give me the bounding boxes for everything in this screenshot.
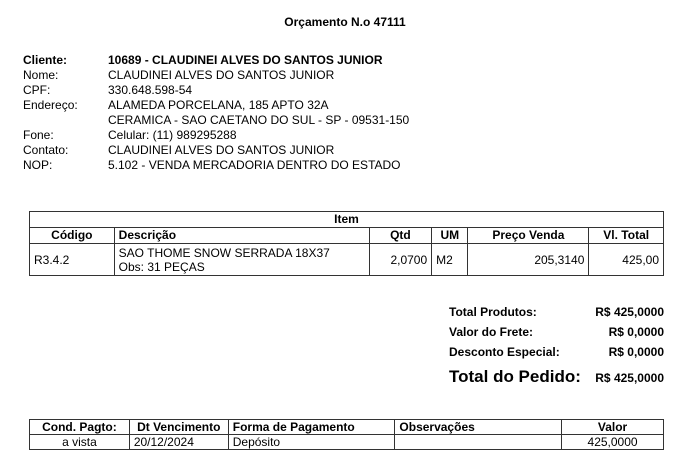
item-total: 425,00 xyxy=(589,244,664,276)
address-row-2 xyxy=(23,113,409,128)
item-descricao: SAO THOME SNOW SERRADA 18X37 xyxy=(118,245,330,260)
header-qtd: Qtd xyxy=(369,228,431,244)
header-valor: Valor xyxy=(562,420,664,435)
nop-label: NOP: xyxy=(23,158,53,172)
item-codigo: R3.4.2 xyxy=(30,244,115,276)
address-label: Endereço: xyxy=(23,98,78,112)
total-produtos-row xyxy=(449,305,664,325)
payment-header-row xyxy=(30,420,664,435)
address-value-2: CERAMICA - SAO CAETANO DO SUL - SP - 09531-150 xyxy=(108,113,410,127)
name-label: Nome: xyxy=(23,68,59,82)
contact-value: CLAUDINEI ALVES DO SANTOS JUNIOR xyxy=(108,143,335,157)
header-total: Vl. Total xyxy=(589,228,664,244)
phone-value: Celular: (11) 989295288 xyxy=(108,128,237,142)
desconto-label: Desconto Especial: xyxy=(449,345,560,359)
name-value: CLAUDINEI ALVES DO SANTOS JUNIOR xyxy=(108,68,335,82)
client-info xyxy=(23,53,409,173)
payment-valor: 425,0000 xyxy=(562,435,664,450)
address-row xyxy=(23,98,409,113)
table-row xyxy=(30,244,664,276)
total-pedido-value: R$ 425,0000 xyxy=(595,371,664,385)
payment-cond: a vista xyxy=(30,435,130,450)
cpf-row xyxy=(23,83,409,98)
total-pedido-label: Total do Pedido: xyxy=(449,367,581,386)
desconto-value: R$ 0,0000 xyxy=(608,345,664,359)
total-pedido-row xyxy=(449,367,664,395)
name-row xyxy=(23,68,409,83)
header-descricao: Descrição xyxy=(114,228,369,244)
phone-row xyxy=(23,128,409,143)
address-value: ALAMEDA PORCELANA, 185 APTO 32A xyxy=(108,98,329,112)
item-um: M2 xyxy=(432,244,468,276)
cpf-value: 330.648.598-54 xyxy=(108,83,193,97)
item-preco: 205,3140 xyxy=(468,244,589,276)
header-obs: Observações xyxy=(395,420,562,435)
payment-venc: 20/12/2024 xyxy=(129,435,228,450)
items-table xyxy=(29,211,664,276)
frete-row xyxy=(449,325,664,345)
header-cond: Cond. Pagto: xyxy=(30,420,130,435)
total-produtos-value: R$ 425,0000 xyxy=(595,305,664,319)
contact-row xyxy=(23,143,409,158)
contact-label: Contato: xyxy=(23,143,69,157)
header-venc: Dt Vencimento xyxy=(129,420,228,435)
client-row xyxy=(23,53,409,68)
header-codigo: Código xyxy=(30,228,115,244)
payment-obs xyxy=(395,435,562,450)
nop-value: 5.102 - VENDA MERCADORIA DENTRO DO ESTADO xyxy=(108,158,401,172)
header-preco: Preço Venda xyxy=(468,228,589,244)
header-forma: Forma de Pagamento xyxy=(228,420,395,435)
client-value: 10689 - CLAUDINEI ALVES DO SANTOS JUNIOR xyxy=(108,53,383,67)
payment-forma: Depósito xyxy=(228,435,395,450)
item-descricao-cell xyxy=(114,244,369,276)
payment-table xyxy=(29,419,664,450)
nop-row xyxy=(23,158,409,173)
item-obs: Obs: 31 PEÇAS xyxy=(118,259,205,274)
address-label-2 xyxy=(23,113,108,128)
cpf-label: CPF: xyxy=(23,83,51,97)
item-qtd: 2,0700 xyxy=(369,244,431,276)
frete-label: Valor do Frete: xyxy=(449,325,534,339)
header-um: UM xyxy=(432,228,468,244)
items-header-row xyxy=(30,228,664,244)
table-row xyxy=(30,435,664,450)
frete-value: R$ 0,0000 xyxy=(608,325,664,339)
items-caption: Item xyxy=(30,212,664,228)
document-title: Orçamento N.o 47111 xyxy=(284,15,406,29)
totals-block xyxy=(449,305,664,395)
total-produtos-label: Total Produtos: xyxy=(449,305,537,319)
phone-label: Fone: xyxy=(23,128,54,142)
desconto-row xyxy=(449,345,664,365)
client-label: Cliente: xyxy=(23,53,68,67)
